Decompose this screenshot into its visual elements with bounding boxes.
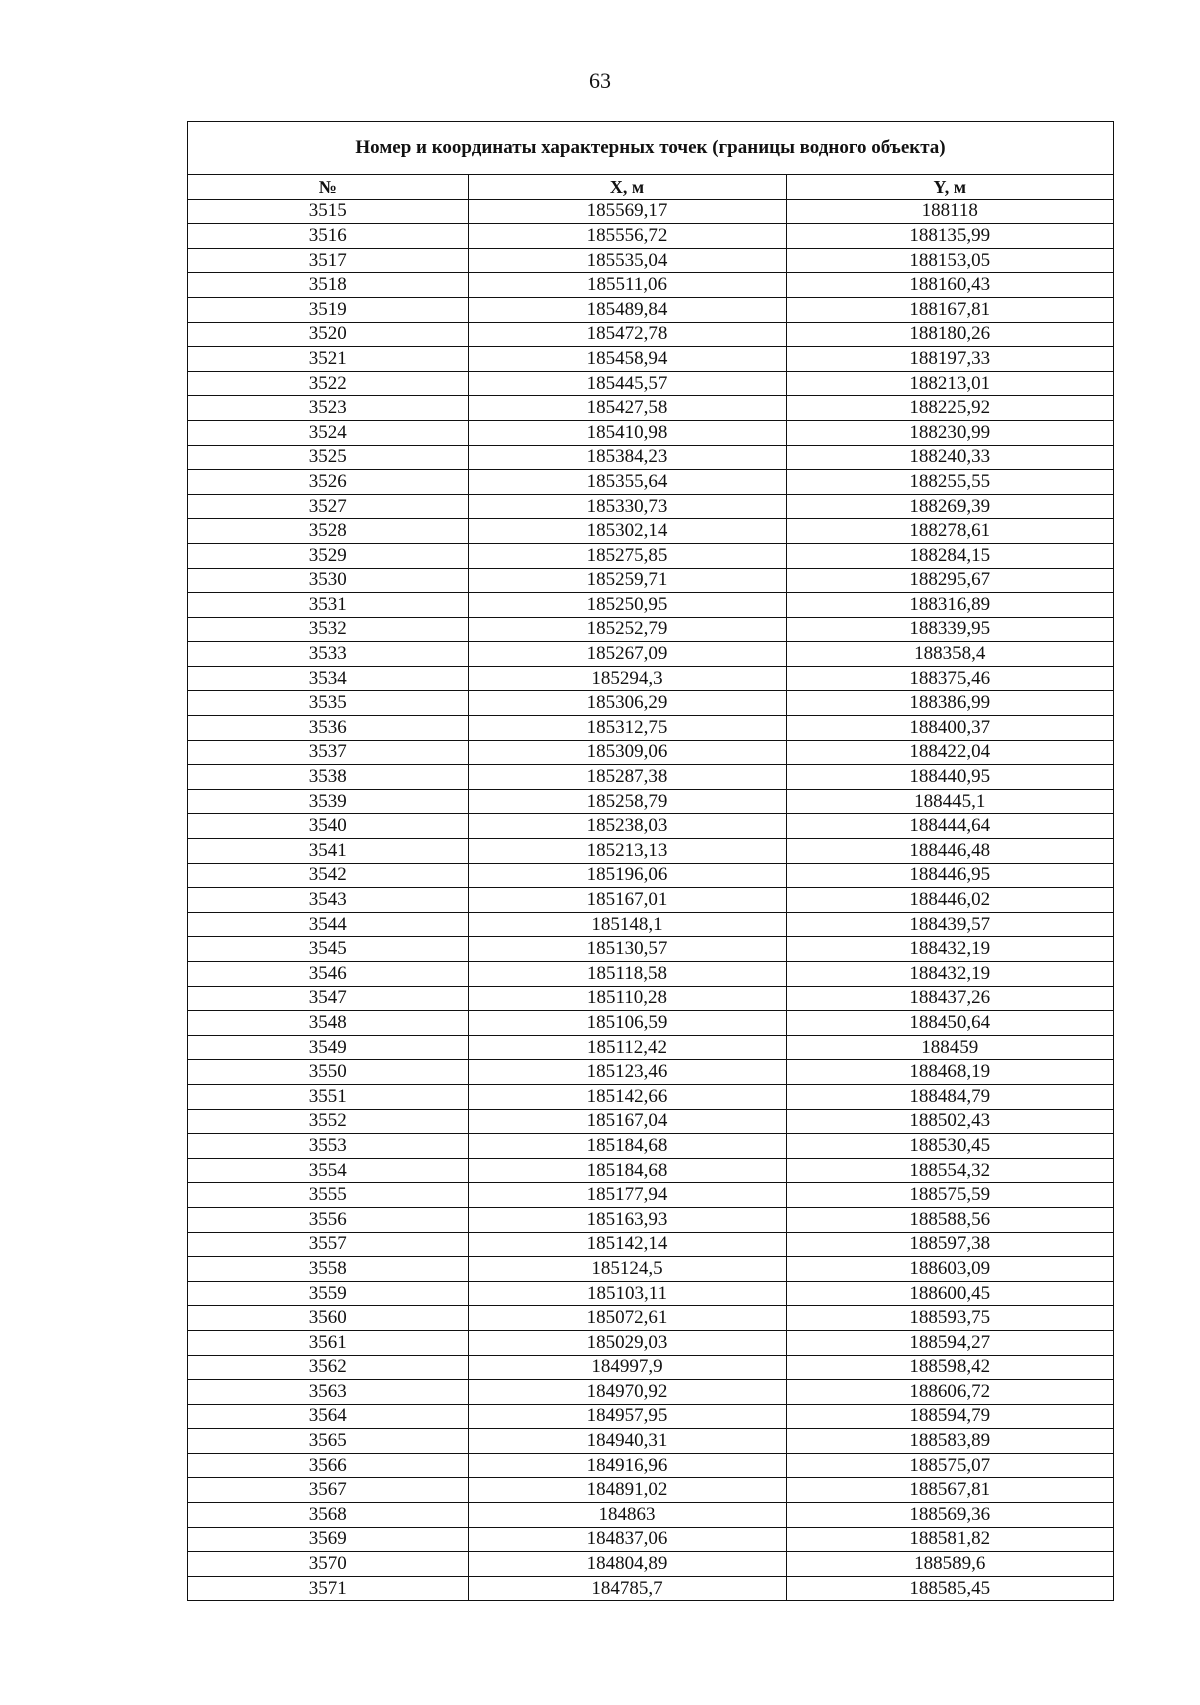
cell-x-coordinate: 185250,95 — [468, 593, 786, 618]
table-row — [188, 519, 1113, 544]
cell-y-coordinate: 188284,15 — [786, 543, 1113, 568]
cell-x-coordinate: 185103,11 — [468, 1281, 786, 1306]
table-row — [188, 1478, 1113, 1503]
cell-y-coordinate: 188594,79 — [786, 1404, 1113, 1429]
table-row — [188, 814, 1113, 839]
cell-y-coordinate: 188588,56 — [786, 1207, 1113, 1232]
cell-y-coordinate: 188445,1 — [786, 789, 1113, 814]
table-row — [188, 445, 1113, 470]
cell-y-coordinate: 188160,43 — [786, 273, 1113, 298]
cell-x-coordinate: 185110,28 — [468, 986, 786, 1011]
cell-y-coordinate: 188440,95 — [786, 765, 1113, 790]
cell-point-number: 3562 — [188, 1355, 468, 1380]
table-row — [188, 1552, 1113, 1577]
cell-point-number: 3527 — [188, 494, 468, 519]
cell-point-number: 3563 — [188, 1380, 468, 1405]
cell-point-number: 3536 — [188, 716, 468, 741]
cell-point-number: 3568 — [188, 1503, 468, 1528]
cell-y-coordinate: 188450,64 — [786, 1011, 1113, 1036]
cell-y-coordinate: 188603,09 — [786, 1257, 1113, 1282]
cell-x-coordinate: 185306,29 — [468, 691, 786, 716]
cell-y-coordinate: 188589,6 — [786, 1552, 1113, 1577]
column-header-x: X, м — [468, 175, 786, 199]
cell-x-coordinate: 185124,5 — [468, 1257, 786, 1282]
cell-point-number: 3546 — [188, 962, 468, 987]
cell-x-coordinate: 185252,79 — [468, 617, 786, 642]
cell-y-coordinate: 188439,57 — [786, 912, 1113, 937]
table-row — [188, 740, 1113, 765]
cell-y-coordinate: 188502,43 — [786, 1109, 1113, 1134]
cell-x-coordinate: 185072,61 — [468, 1306, 786, 1331]
cell-x-coordinate: 185556,72 — [468, 224, 786, 249]
table-row — [188, 863, 1113, 888]
cell-y-coordinate: 188278,61 — [786, 519, 1113, 544]
cell-y-coordinate: 188459 — [786, 1035, 1113, 1060]
cell-point-number: 3526 — [188, 470, 468, 495]
cell-y-coordinate: 188316,89 — [786, 593, 1113, 618]
cell-x-coordinate: 184970,92 — [468, 1380, 786, 1405]
table-row — [188, 1330, 1113, 1355]
table-row — [188, 839, 1113, 864]
cell-y-coordinate: 188484,79 — [786, 1084, 1113, 1109]
cell-point-number: 3530 — [188, 568, 468, 593]
table-header-row — [188, 175, 1113, 199]
table-row — [188, 347, 1113, 372]
cell-point-number: 3543 — [188, 888, 468, 913]
cell-point-number: 3549 — [188, 1035, 468, 1060]
table-row — [188, 888, 1113, 913]
cell-y-coordinate: 188606,72 — [786, 1380, 1113, 1405]
cell-x-coordinate: 185184,68 — [468, 1158, 786, 1183]
cell-point-number: 3555 — [188, 1183, 468, 1208]
cell-point-number: 3569 — [188, 1527, 468, 1552]
cell-point-number: 3520 — [188, 322, 468, 347]
table-row — [188, 1503, 1113, 1528]
cell-x-coordinate: 184891,02 — [468, 1478, 786, 1503]
table-row — [188, 1084, 1113, 1109]
cell-point-number: 3532 — [188, 617, 468, 642]
table-body — [188, 199, 1113, 1600]
table-row — [188, 248, 1113, 273]
cell-x-coordinate: 185458,94 — [468, 347, 786, 372]
table-row — [188, 224, 1113, 249]
cell-point-number: 3518 — [188, 273, 468, 298]
cell-y-coordinate: 188375,46 — [786, 666, 1113, 691]
cell-point-number: 3565 — [188, 1429, 468, 1454]
cell-y-coordinate: 188594,27 — [786, 1330, 1113, 1355]
cell-y-coordinate: 188598,42 — [786, 1355, 1113, 1380]
cell-y-coordinate: 188569,36 — [786, 1503, 1113, 1528]
cell-x-coordinate: 185167,01 — [468, 888, 786, 913]
table-row — [188, 1306, 1113, 1331]
cell-y-coordinate: 188339,95 — [786, 617, 1113, 642]
cell-x-coordinate: 184997,9 — [468, 1355, 786, 1380]
cell-y-coordinate: 188386,99 — [786, 691, 1113, 716]
table-row — [188, 396, 1113, 421]
cell-x-coordinate: 185148,1 — [468, 912, 786, 937]
cell-x-coordinate: 184957,95 — [468, 1404, 786, 1429]
cell-point-number: 3557 — [188, 1232, 468, 1257]
cell-x-coordinate: 184837,06 — [468, 1527, 786, 1552]
cell-y-coordinate: 188118 — [786, 199, 1113, 224]
cell-x-coordinate: 185294,3 — [468, 666, 786, 691]
cell-point-number: 3542 — [188, 863, 468, 888]
cell-point-number: 3529 — [188, 543, 468, 568]
cell-x-coordinate: 185118,58 — [468, 962, 786, 987]
cell-point-number: 3550 — [188, 1060, 468, 1085]
cell-x-coordinate: 184940,31 — [468, 1429, 786, 1454]
table-row — [188, 962, 1113, 987]
cell-x-coordinate: 185238,03 — [468, 814, 786, 839]
cell-x-coordinate: 185112,42 — [468, 1035, 786, 1060]
cell-point-number: 3534 — [188, 666, 468, 691]
table-row — [188, 543, 1113, 568]
cell-x-coordinate: 185355,64 — [468, 470, 786, 495]
table-row — [188, 1257, 1113, 1282]
cell-x-coordinate: 185535,04 — [468, 248, 786, 273]
cell-point-number: 3571 — [188, 1576, 468, 1600]
table-row — [188, 1134, 1113, 1159]
cell-y-coordinate: 188446,02 — [786, 888, 1113, 913]
cell-y-coordinate: 188597,38 — [786, 1232, 1113, 1257]
cell-x-coordinate: 185267,09 — [468, 642, 786, 667]
table-row — [188, 789, 1113, 814]
cell-point-number: 3570 — [188, 1552, 468, 1577]
cell-y-coordinate: 188180,26 — [786, 322, 1113, 347]
cell-x-coordinate: 185106,59 — [468, 1011, 786, 1036]
cell-point-number: 3525 — [188, 445, 468, 470]
cell-point-number: 3554 — [188, 1158, 468, 1183]
table-row — [188, 1527, 1113, 1552]
cell-y-coordinate: 188444,64 — [786, 814, 1113, 839]
cell-x-coordinate: 185275,85 — [468, 543, 786, 568]
cell-point-number: 3535 — [188, 691, 468, 716]
cell-point-number: 3519 — [188, 297, 468, 322]
cell-x-coordinate: 184916,96 — [468, 1453, 786, 1478]
cell-y-coordinate: 188422,04 — [786, 740, 1113, 765]
cell-point-number: 3521 — [188, 347, 468, 372]
cell-y-coordinate: 188446,48 — [786, 839, 1113, 864]
cell-x-coordinate: 185130,57 — [468, 937, 786, 962]
cell-point-number: 3516 — [188, 224, 468, 249]
cell-x-coordinate: 185142,66 — [468, 1084, 786, 1109]
cell-point-number: 3556 — [188, 1207, 468, 1232]
cell-y-coordinate: 188255,55 — [786, 470, 1113, 495]
table-row — [188, 617, 1113, 642]
cell-x-coordinate: 185287,38 — [468, 765, 786, 790]
table-row — [188, 1404, 1113, 1429]
table-row — [188, 1158, 1113, 1183]
cell-y-coordinate: 188230,99 — [786, 420, 1113, 445]
cell-point-number: 3564 — [188, 1404, 468, 1429]
table-row — [188, 1429, 1113, 1454]
cell-x-coordinate: 185489,84 — [468, 297, 786, 322]
cell-x-coordinate: 185309,06 — [468, 740, 786, 765]
cell-y-coordinate: 188295,67 — [786, 568, 1113, 593]
cell-y-coordinate: 188153,05 — [786, 248, 1113, 273]
cell-y-coordinate: 188575,07 — [786, 1453, 1113, 1478]
table-row — [188, 986, 1113, 1011]
cell-x-coordinate: 185384,23 — [468, 445, 786, 470]
cell-point-number: 3541 — [188, 839, 468, 864]
cell-point-number: 3548 — [188, 1011, 468, 1036]
table-row — [188, 1380, 1113, 1405]
cell-x-coordinate: 185330,73 — [468, 494, 786, 519]
cell-y-coordinate: 188468,19 — [786, 1060, 1113, 1085]
table-row — [188, 642, 1113, 667]
cell-point-number: 3547 — [188, 986, 468, 1011]
cell-y-coordinate: 188432,19 — [786, 937, 1113, 962]
table-row — [188, 716, 1113, 741]
table-row — [188, 420, 1113, 445]
table-row — [188, 1183, 1113, 1208]
cell-point-number: 3524 — [188, 420, 468, 445]
cell-point-number: 3515 — [188, 199, 468, 224]
cell-x-coordinate: 185029,03 — [468, 1330, 786, 1355]
table-row — [188, 297, 1113, 322]
cell-point-number: 3539 — [188, 789, 468, 814]
cell-x-coordinate: 185123,46 — [468, 1060, 786, 1085]
coordinates-table-frame — [187, 121, 1114, 1601]
cell-y-coordinate: 188593,75 — [786, 1306, 1113, 1331]
table-title: Номер и координаты характерных точек (границы водного объекта) — [188, 122, 1113, 175]
table-row — [188, 1355, 1113, 1380]
cell-y-coordinate: 188583,89 — [786, 1429, 1113, 1454]
cell-point-number: 3537 — [188, 740, 468, 765]
table-row — [188, 1232, 1113, 1257]
table-row — [188, 494, 1113, 519]
cell-x-coordinate: 184804,89 — [468, 1552, 786, 1577]
cell-y-coordinate: 188446,95 — [786, 863, 1113, 888]
table-row — [188, 1109, 1113, 1134]
column-header-number: № — [188, 175, 468, 199]
cell-point-number: 3558 — [188, 1257, 468, 1282]
cell-point-number: 3560 — [188, 1306, 468, 1331]
cell-x-coordinate: 185472,78 — [468, 322, 786, 347]
cell-point-number: 3551 — [188, 1084, 468, 1109]
cell-y-coordinate: 188197,33 — [786, 347, 1113, 372]
cell-point-number: 3538 — [188, 765, 468, 790]
table-row — [188, 937, 1113, 962]
table-row — [188, 1281, 1113, 1306]
cell-y-coordinate: 188358,4 — [786, 642, 1113, 667]
table-row — [188, 273, 1113, 298]
coordinates-table — [188, 175, 1113, 1600]
table-row — [188, 593, 1113, 618]
cell-y-coordinate: 188554,32 — [786, 1158, 1113, 1183]
table-row — [188, 371, 1113, 396]
cell-y-coordinate: 188567,81 — [786, 1478, 1113, 1503]
cell-point-number: 3528 — [188, 519, 468, 544]
table-row — [188, 1035, 1113, 1060]
table-row — [188, 666, 1113, 691]
cell-y-coordinate: 188575,59 — [786, 1183, 1113, 1208]
table-row — [188, 912, 1113, 937]
cell-x-coordinate: 185259,71 — [468, 568, 786, 593]
cell-x-coordinate: 185177,94 — [468, 1183, 786, 1208]
cell-y-coordinate: 188167,81 — [786, 297, 1113, 322]
cell-x-coordinate: 185511,06 — [468, 273, 786, 298]
cell-point-number: 3531 — [188, 593, 468, 618]
cell-y-coordinate: 188600,45 — [786, 1281, 1113, 1306]
cell-point-number: 3552 — [188, 1109, 468, 1134]
cell-point-number: 3567 — [188, 1478, 468, 1503]
cell-y-coordinate: 188437,26 — [786, 986, 1113, 1011]
cell-point-number: 3544 — [188, 912, 468, 937]
cell-x-coordinate: 185213,13 — [468, 839, 786, 864]
page-number: 63 — [589, 68, 611, 93]
cell-y-coordinate: 188240,33 — [786, 445, 1113, 470]
table-row — [188, 691, 1113, 716]
cell-point-number: 3540 — [188, 814, 468, 839]
cell-point-number: 3523 — [188, 396, 468, 421]
cell-x-coordinate: 185302,14 — [468, 519, 786, 544]
cell-x-coordinate: 185445,57 — [468, 371, 786, 396]
cell-point-number: 3522 — [188, 371, 468, 396]
table-row — [188, 1207, 1113, 1232]
cell-y-coordinate: 188400,37 — [786, 716, 1113, 741]
table-row — [188, 470, 1113, 495]
cell-x-coordinate: 185427,58 — [468, 396, 786, 421]
cell-y-coordinate: 188530,45 — [786, 1134, 1113, 1159]
cell-x-coordinate: 184785,7 — [468, 1576, 786, 1600]
cell-y-coordinate: 188581,82 — [786, 1527, 1113, 1552]
cell-x-coordinate: 185258,79 — [468, 789, 786, 814]
table-row — [188, 322, 1113, 347]
table-row — [188, 199, 1113, 224]
cell-x-coordinate: 185163,93 — [468, 1207, 786, 1232]
cell-x-coordinate: 185569,17 — [468, 199, 786, 224]
cell-x-coordinate: 184863 — [468, 1503, 786, 1528]
table-row — [188, 1453, 1113, 1478]
table-row — [188, 1060, 1113, 1085]
cell-point-number: 3553 — [188, 1134, 468, 1159]
cell-point-number: 3533 — [188, 642, 468, 667]
cell-point-number: 3517 — [188, 248, 468, 273]
cell-point-number: 3559 — [188, 1281, 468, 1306]
table-row — [188, 1011, 1113, 1036]
table-row — [188, 1576, 1113, 1600]
cell-y-coordinate: 188432,19 — [786, 962, 1113, 987]
cell-y-coordinate: 188585,45 — [786, 1576, 1113, 1600]
cell-x-coordinate: 185410,98 — [468, 420, 786, 445]
cell-x-coordinate: 185167,04 — [468, 1109, 786, 1134]
cell-y-coordinate: 188225,92 — [786, 396, 1113, 421]
table-row — [188, 765, 1113, 790]
cell-x-coordinate: 185196,06 — [468, 863, 786, 888]
cell-y-coordinate: 188269,39 — [786, 494, 1113, 519]
cell-point-number: 3566 — [188, 1453, 468, 1478]
cell-y-coordinate: 188135,99 — [786, 224, 1113, 249]
table-row — [188, 568, 1113, 593]
cell-y-coordinate: 188213,01 — [786, 371, 1113, 396]
cell-point-number: 3561 — [188, 1330, 468, 1355]
column-header-y: Y, м — [786, 175, 1113, 199]
cell-x-coordinate: 185312,75 — [468, 716, 786, 741]
cell-x-coordinate: 185142,14 — [468, 1232, 786, 1257]
cell-x-coordinate: 185184,68 — [468, 1134, 786, 1159]
cell-point-number: 3545 — [188, 937, 468, 962]
